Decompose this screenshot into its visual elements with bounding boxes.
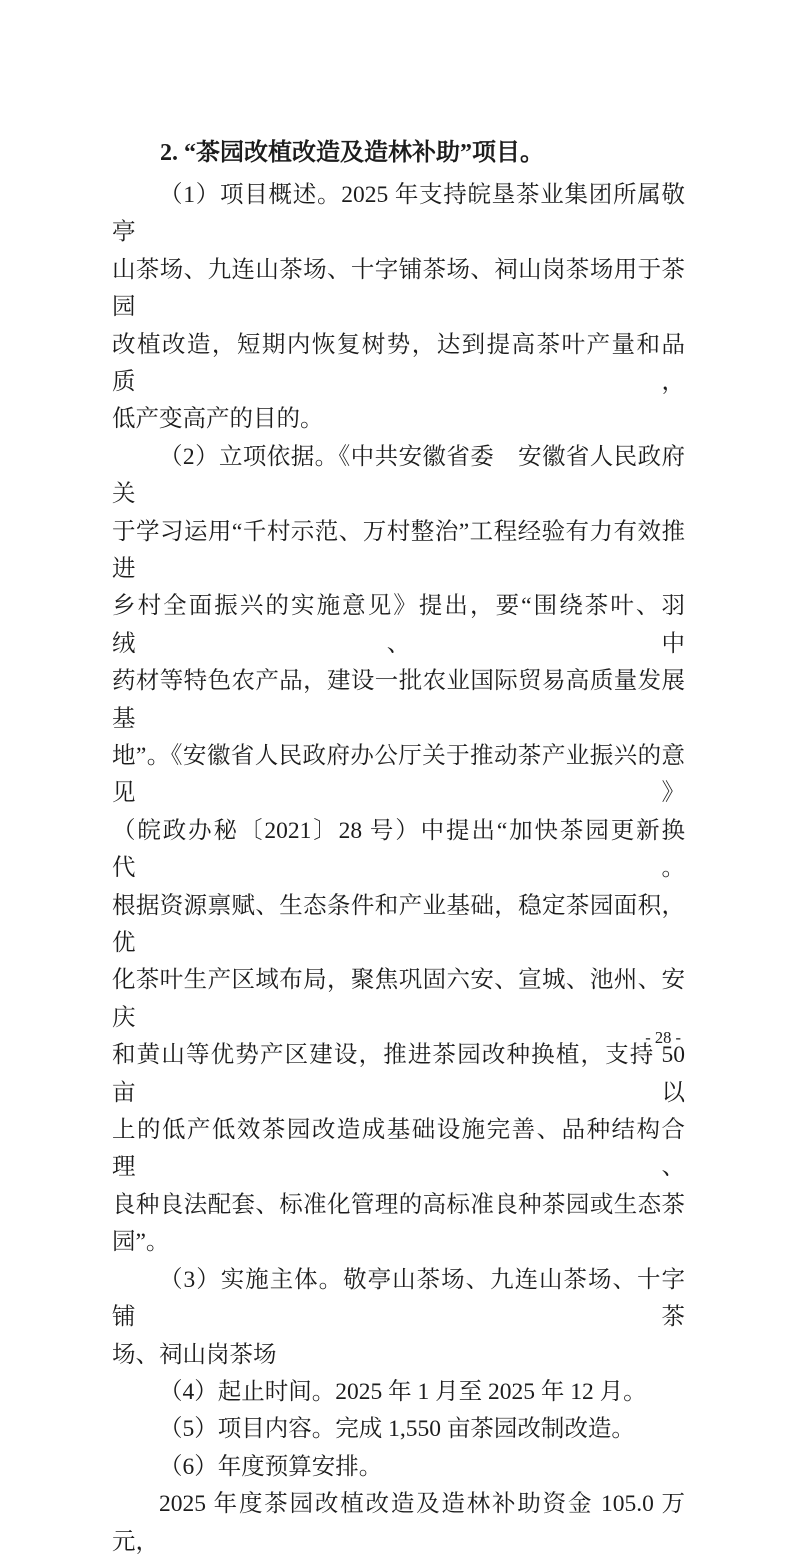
- paragraph-5-project-content: [112, 1411, 685, 1448]
- text-line: （3）实施主体。敬亭山茶场、九连山茶场、十字铺茶: [112, 1266, 685, 1331]
- paragraph-4-time-period: [112, 1374, 685, 1411]
- page-number: - 28 -: [645, 1028, 681, 1047]
- text-line: 于学习运用“千村示范、万村整治”工程经验有力有效推进: [112, 518, 685, 582]
- text-line: （皖政办秘〔2021〕28 号）中提出“加快茶园更新换代。: [112, 817, 685, 882]
- text-line: 改植改造，短期内恢复树势，达到提高茶叶产量和品质，: [112, 331, 685, 395]
- text-line: 化茶叶生产区域布局，聚焦巩固六安、宣城、池州、安庆: [112, 967, 685, 1031]
- text-line: （1）项目概述。2025 年支持皖垦茶业集团所属敬亭: [112, 181, 685, 246]
- paragraph-7-budget-amount: [112, 1486, 685, 1561]
- text-line: 山茶场、九连山茶场、十字铺茶场、祠山岗茶场用于茶园: [112, 256, 685, 321]
- text-line: 药材等特色农产品，建设一批农业国际贸易高质量发展基: [112, 668, 685, 732]
- text-line: 低产变高产的目的。: [112, 406, 324, 433]
- text-line: 场、祠山岗茶场: [112, 1341, 277, 1368]
- text-line: 乡村全面振兴的实施意见》提出，要“围绕茶叶、羽绒、中: [112, 593, 685, 657]
- paragraph-3-implementing-entities: [112, 1262, 685, 1374]
- text-line: 2025 年度茶园改植改造及造林补助资金 105.0 万元，: [112, 1491, 685, 1555]
- text-line: （4）起止时间。2025 年 1 月至 2025 年 12 月。: [159, 1378, 647, 1405]
- text-line: 和黄山等优势产区建设，推进茶园改种换植，支持 50 亩以: [112, 1042, 685, 1106]
- paragraph-6-annual-budget: [112, 1449, 685, 1486]
- text-line: 上的低产低效茶园改造成基础设施完善、品种结构合理、: [112, 1117, 685, 1181]
- text-line: 良种良法配套、标准化管理的高标准良种茶园或生态茶: [112, 1191, 685, 1218]
- text-line: （6）年度预算安排。: [159, 1453, 383, 1480]
- text-line: 园”。: [112, 1229, 170, 1256]
- text-line: 地”。《安徽省人民政府办公厅关于推动茶产业振兴的意见》: [112, 743, 685, 807]
- paragraph-1-project-overview: [112, 177, 685, 439]
- section-heading: 2. “茶园改植改造及造林补助”项目。: [160, 140, 544, 166]
- paragraph-2-project-basis: [112, 439, 685, 1262]
- text-line: （5）项目内容。完成 1,550 亩茶园改制改造。: [159, 1416, 635, 1443]
- text-line: （2）立项依据。《中共安徽省委 安徽省人民政府关: [112, 443, 685, 508]
- document-body: [112, 135, 685, 1561]
- text-line: 根据资源禀赋、生态条件和产业基础，稳定茶园面积，优: [112, 892, 685, 957]
